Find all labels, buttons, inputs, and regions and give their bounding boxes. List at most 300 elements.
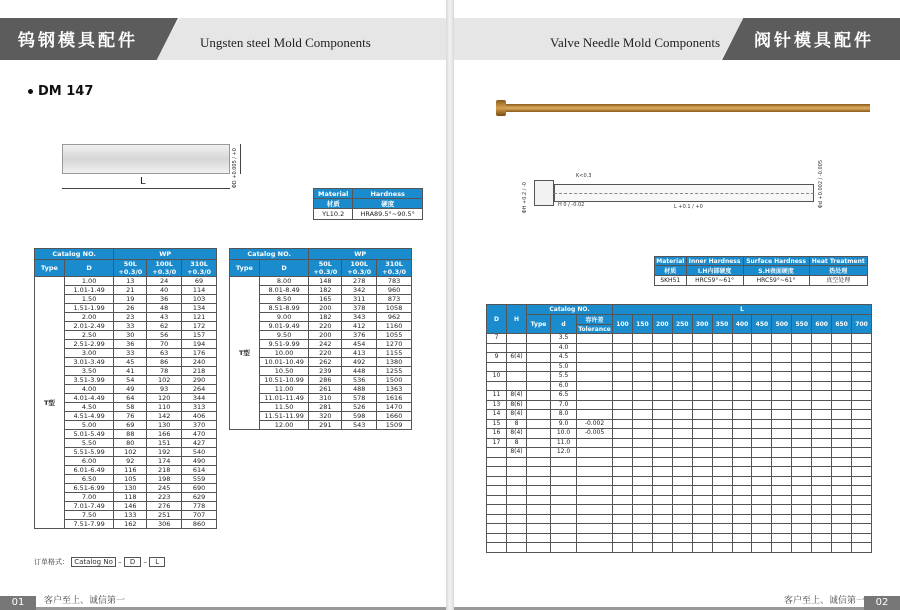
table-cell: [652, 334, 672, 344]
table-cell: [577, 438, 613, 448]
table-cell: [712, 362, 732, 372]
table-cell: [712, 476, 732, 486]
table-cell: [832, 391, 852, 401]
table-cell: [672, 372, 692, 382]
table-cell: 172: [182, 322, 217, 331]
table-cell: [672, 343, 692, 353]
table-cell: 1.00: [64, 277, 114, 286]
dim-D: ΦD +0.005 / +0: [232, 148, 238, 189]
table-cell: 313: [182, 403, 217, 412]
table-cell: 13: [114, 277, 147, 286]
table-cell: [732, 514, 752, 524]
table-cell: 130: [147, 421, 182, 430]
table-cell: [577, 495, 613, 505]
table-cell: [652, 495, 672, 505]
table-cell: 16: [487, 429, 507, 439]
left-header: [0, 18, 446, 60]
table-cell: [792, 419, 812, 429]
table-cell: [752, 524, 772, 534]
table-cell: [692, 391, 712, 401]
table-cell: [832, 476, 852, 486]
table-cell: [577, 467, 613, 477]
table-cell: 5.5: [551, 372, 577, 382]
table-cell: [732, 381, 752, 391]
table-cell: [487, 362, 507, 372]
table-cell: [577, 505, 613, 515]
table-cell: [632, 419, 652, 429]
table-cell: [613, 391, 633, 401]
table-cell: 218: [147, 466, 182, 475]
table-cell: 146: [114, 502, 147, 511]
table-cell: [507, 362, 527, 372]
table-cell: 192: [147, 448, 182, 457]
table-cell: 157: [182, 331, 217, 340]
table-cell: [527, 505, 551, 515]
table-row: [487, 486, 872, 496]
table-row: [35, 277, 217, 286]
table-cell: 9.01-9.49: [259, 322, 309, 331]
table-cell: [692, 476, 712, 486]
table-cell: 7: [487, 334, 507, 344]
table-cell: [832, 543, 852, 553]
table-cell: [752, 353, 772, 363]
table-row: [487, 429, 872, 439]
table-cell: 4.50: [64, 403, 114, 412]
table-cell: [487, 467, 507, 477]
table-cell: 5.0: [551, 362, 577, 372]
table-cell: [632, 438, 652, 448]
table-cell: [632, 410, 652, 420]
table-cell: [812, 391, 832, 401]
table-cell: 311: [342, 295, 377, 304]
table-cell: 278: [342, 277, 377, 286]
table-row: [487, 419, 872, 429]
table-cell: [792, 505, 812, 515]
table-cell: 7.01-7.49: [64, 502, 114, 511]
table-cell: [632, 514, 652, 524]
table-cell: [812, 514, 832, 524]
table-cell: [692, 486, 712, 496]
right-header: [454, 18, 900, 60]
table-cell: [852, 476, 872, 486]
table-cell: 412: [342, 322, 377, 331]
dim-k: K<0.3: [576, 173, 592, 179]
table-cell: [732, 362, 752, 372]
table-cell: [577, 533, 613, 543]
table-cell: 102: [114, 448, 147, 457]
table-cell: 194: [182, 340, 217, 349]
table-cell: 578: [342, 394, 377, 403]
table-cell: [792, 334, 812, 344]
table-cell: [792, 400, 812, 410]
table-cell: [577, 362, 613, 372]
table-cell: [613, 514, 633, 524]
table-cell: [732, 476, 752, 486]
table-cell: [672, 543, 692, 553]
table-row: [487, 381, 872, 391]
table-cell: 9.0: [551, 419, 577, 429]
table-cell: 174: [147, 457, 182, 466]
table-cell: [752, 514, 772, 524]
table-cell: [852, 495, 872, 505]
table-cell: [852, 343, 872, 353]
table-cell: [812, 419, 832, 429]
table-cell: 860: [182, 520, 217, 529]
table-row: [487, 362, 872, 372]
table-cell: [527, 343, 551, 353]
table-cell: [652, 353, 672, 363]
table-cell: 281: [309, 403, 342, 412]
table-cell: [732, 495, 752, 505]
table-cell: [752, 400, 772, 410]
table-cell: [487, 448, 507, 458]
table-cell: 8(4): [507, 391, 527, 401]
table-cell: [792, 353, 812, 363]
table-cell: 427: [182, 439, 217, 448]
table-cell: 1660: [377, 412, 412, 421]
table-cell: [577, 372, 613, 382]
table-cell: [772, 400, 792, 410]
table-cell: [672, 467, 692, 477]
table-cell: [752, 362, 772, 372]
table-cell: [752, 476, 772, 486]
right-header-cn: 阀针模具配件: [754, 31, 874, 51]
table-cell: 165: [309, 295, 342, 304]
table-cell: 11: [487, 391, 507, 401]
table-cell: [852, 353, 872, 363]
table-cell: [712, 419, 732, 429]
table-cell: [551, 457, 577, 467]
table-cell: 1.01-1.49: [64, 286, 114, 295]
page-number-left: 01: [0, 596, 36, 610]
table-cell: 4.01-4.49: [64, 394, 114, 403]
table-cell: [672, 514, 692, 524]
table-cell: [772, 419, 792, 429]
model-title: DM 147: [28, 84, 93, 99]
table-cell: 448: [342, 367, 377, 376]
table-row: [487, 343, 872, 353]
table-cell: [527, 476, 551, 486]
table-cell: 3.5: [551, 334, 577, 344]
table-cell: [772, 457, 792, 467]
dim-line-L: [62, 188, 230, 189]
table-cell: [832, 381, 852, 391]
table-cell: 8.50: [259, 295, 309, 304]
table-cell: [527, 495, 551, 505]
table-cell: [652, 467, 672, 477]
table-cell: [692, 343, 712, 353]
table-cell: [527, 533, 551, 543]
table-row: [487, 505, 872, 515]
table-cell: [732, 505, 752, 515]
table-cell: [832, 353, 852, 363]
table-cell: 6.01-6.49: [64, 466, 114, 475]
table-cell: [613, 457, 633, 467]
table-cell: [487, 457, 507, 467]
table-cell: 58: [114, 403, 147, 412]
table-cell: [652, 505, 672, 515]
table-cell: [613, 505, 633, 515]
table-cell: [852, 419, 872, 429]
table-cell: 536: [342, 376, 377, 385]
table-cell: [832, 495, 852, 505]
table-cell: 6.50: [64, 475, 114, 484]
table-cell: [632, 533, 652, 543]
table-cell: [772, 495, 792, 505]
table-cell: [632, 486, 652, 496]
table-cell: [792, 410, 812, 420]
table-cell: 21: [114, 286, 147, 295]
table-cell: [613, 343, 633, 353]
table-cell: [732, 429, 752, 439]
table-cell: 783: [377, 277, 412, 286]
table-cell: [812, 334, 832, 344]
needle-photo: [496, 100, 870, 116]
table-cell: [732, 467, 752, 477]
table-cell: [852, 533, 872, 543]
table-cell: [732, 343, 752, 353]
table-cell: [712, 533, 732, 543]
table-cell: [852, 429, 872, 439]
table-cell: [613, 362, 633, 372]
table-cell: [507, 486, 527, 496]
table-cell: 406: [182, 412, 217, 421]
table-cell: [527, 419, 551, 429]
table-cell: [613, 486, 633, 496]
table-cell: [613, 372, 633, 382]
table-row: [487, 533, 872, 543]
table-cell: [792, 533, 812, 543]
table-cell: [712, 505, 732, 515]
table-cell: 4.00: [64, 385, 114, 394]
table-cell: [832, 438, 852, 448]
dim-L: L +0.1 / +0: [674, 204, 703, 210]
table-row: [487, 476, 872, 486]
table-row: [487, 391, 872, 401]
table-cell: [772, 362, 792, 372]
table-cell: 490: [182, 457, 217, 466]
table-cell: [652, 410, 672, 420]
table-cell: [577, 381, 613, 391]
table-cell: 7.51-7.99: [64, 520, 114, 529]
table-cell: 49: [114, 385, 147, 394]
table-cell: [672, 400, 692, 410]
table-cell: [772, 381, 792, 391]
table-cell: 10: [487, 372, 507, 382]
table-cell: [712, 391, 732, 401]
table-cell: 23: [114, 313, 147, 322]
table-cell: [527, 486, 551, 496]
table-cell: [507, 467, 527, 477]
table-cell: 9.00: [259, 313, 309, 322]
table-cell: [632, 505, 652, 515]
table-cell: 1.50: [64, 295, 114, 304]
table-cell: [551, 476, 577, 486]
dim-L: L: [140, 176, 146, 187]
L-header: 450: [752, 315, 772, 334]
table-cell: 488: [342, 385, 377, 394]
table-cell: [852, 457, 872, 467]
table-cell: [712, 514, 732, 524]
table-cell: [772, 438, 792, 448]
table-cell: [527, 391, 551, 401]
table-cell: 778: [182, 502, 217, 511]
table-cell: [812, 476, 832, 486]
table-cell: [752, 533, 772, 543]
table-cell: [652, 514, 672, 524]
table-cell: [832, 419, 852, 429]
table-cell: 6.51-6.99: [64, 484, 114, 493]
right-page: [454, 0, 900, 610]
table-cell: [672, 419, 692, 429]
table-cell: [732, 524, 752, 534]
table-cell: [712, 410, 732, 420]
table-cell: [577, 524, 613, 534]
table-cell: [507, 457, 527, 467]
table-cell: [613, 410, 633, 420]
table-cell: [772, 486, 792, 496]
table-cell: [772, 391, 792, 401]
table-cell: [577, 486, 613, 496]
table-cell: [613, 524, 633, 534]
table-cell: 6.0: [551, 381, 577, 391]
table-cell: [487, 533, 507, 543]
table-cell: [832, 429, 852, 439]
table-cell: [672, 362, 692, 372]
table-cell: [732, 419, 752, 429]
table-cell: [812, 362, 832, 372]
table-cell: 88: [114, 430, 147, 439]
table-cell: [712, 400, 732, 410]
table-cell: [577, 400, 613, 410]
table-cell: [672, 495, 692, 505]
table-row: [487, 438, 872, 448]
table-cell: [852, 486, 872, 496]
table-cell: 707: [182, 511, 217, 520]
table-cell: [527, 543, 551, 553]
table-cell: [712, 543, 732, 553]
table-cell: 1255: [377, 367, 412, 376]
table-cell: [692, 467, 712, 477]
table-cell: [652, 400, 672, 410]
table-cell: [672, 429, 692, 439]
table-cell: [792, 495, 812, 505]
table-cell: [812, 400, 832, 410]
dim-phiH: ΦH +0.2 / -0: [522, 182, 528, 214]
table-cell: 218: [182, 367, 217, 376]
table-cell: 2.50: [64, 331, 114, 340]
table-cell: 454: [342, 340, 377, 349]
table-cell: [632, 476, 652, 486]
table-cell: [732, 334, 752, 344]
table-cell: -0.002: [577, 419, 613, 429]
table-cell: 12.00: [259, 421, 309, 430]
table-row: [487, 448, 872, 458]
table-cell: 102: [147, 376, 182, 385]
table-cell: [632, 334, 652, 344]
table-cell: 92: [114, 457, 147, 466]
table-cell: [527, 334, 551, 344]
table-cell: 15: [487, 419, 507, 429]
table-cell: [613, 495, 633, 505]
table-cell: 413: [342, 349, 377, 358]
table-cell: [632, 524, 652, 534]
table-cell: [712, 381, 732, 391]
table-cell: [577, 391, 613, 401]
table-cell: 54: [114, 376, 147, 385]
table-cell: [712, 429, 732, 439]
table-cell: [577, 543, 613, 553]
table-cell: 11.0: [551, 438, 577, 448]
table-cell: [712, 438, 732, 448]
table-cell: [632, 353, 652, 363]
table-cell: 220: [309, 322, 342, 331]
table-cell: 242: [309, 340, 342, 349]
table-cell: 3.51-3.99: [64, 376, 114, 385]
table-cell: 5.01-5.49: [64, 430, 114, 439]
table-row: [487, 334, 872, 344]
table-cell: 9.50: [259, 331, 309, 340]
L-header: 400: [732, 315, 752, 334]
table-cell: 110: [147, 403, 182, 412]
table-cell: [732, 400, 752, 410]
table-cell: [832, 457, 852, 467]
table-cell: 64: [114, 394, 147, 403]
table-cell: [772, 514, 792, 524]
table-cell: [692, 533, 712, 543]
table-cell: [712, 495, 732, 505]
table-cell: [792, 362, 812, 372]
table-cell: [812, 543, 832, 553]
table-cell: [487, 505, 507, 515]
table-cell: 48: [147, 304, 182, 313]
table-cell: 245: [147, 484, 182, 493]
table-cell: 116: [114, 466, 147, 475]
L-header: 100: [613, 315, 633, 334]
table-cell: [732, 438, 752, 448]
table-cell: 4.51-4.99: [64, 412, 114, 421]
table-cell: [613, 353, 633, 363]
table-cell: [692, 362, 712, 372]
table-cell: [812, 381, 832, 391]
table-cell: 45: [114, 358, 147, 367]
table-cell: 5.00: [64, 421, 114, 430]
table-cell: [852, 372, 872, 382]
table-cell: 26: [114, 304, 147, 313]
table-cell: [772, 334, 792, 344]
table-cell: [632, 467, 652, 477]
page-number-right: 02: [864, 596, 900, 610]
table-cell: [852, 410, 872, 420]
table-cell: [812, 448, 832, 458]
table-cell: 320: [309, 412, 342, 421]
table-cell: 12.0: [551, 448, 577, 458]
table-cell: 376: [342, 331, 377, 340]
table-cell: [652, 543, 672, 553]
table-cell: [852, 505, 872, 515]
dim-H: H 0 / -0.02: [558, 202, 585, 208]
table-cell: [812, 467, 832, 477]
table-cell: 14: [487, 410, 507, 420]
table-cell: [672, 476, 692, 486]
table-cell: 36: [114, 340, 147, 349]
table-cell: 182: [309, 313, 342, 322]
table-cell: 33: [114, 349, 147, 358]
table-cell: [527, 410, 551, 420]
table-cell: [752, 391, 772, 401]
table-cell: 103: [182, 295, 217, 304]
table-cell: [732, 533, 752, 543]
